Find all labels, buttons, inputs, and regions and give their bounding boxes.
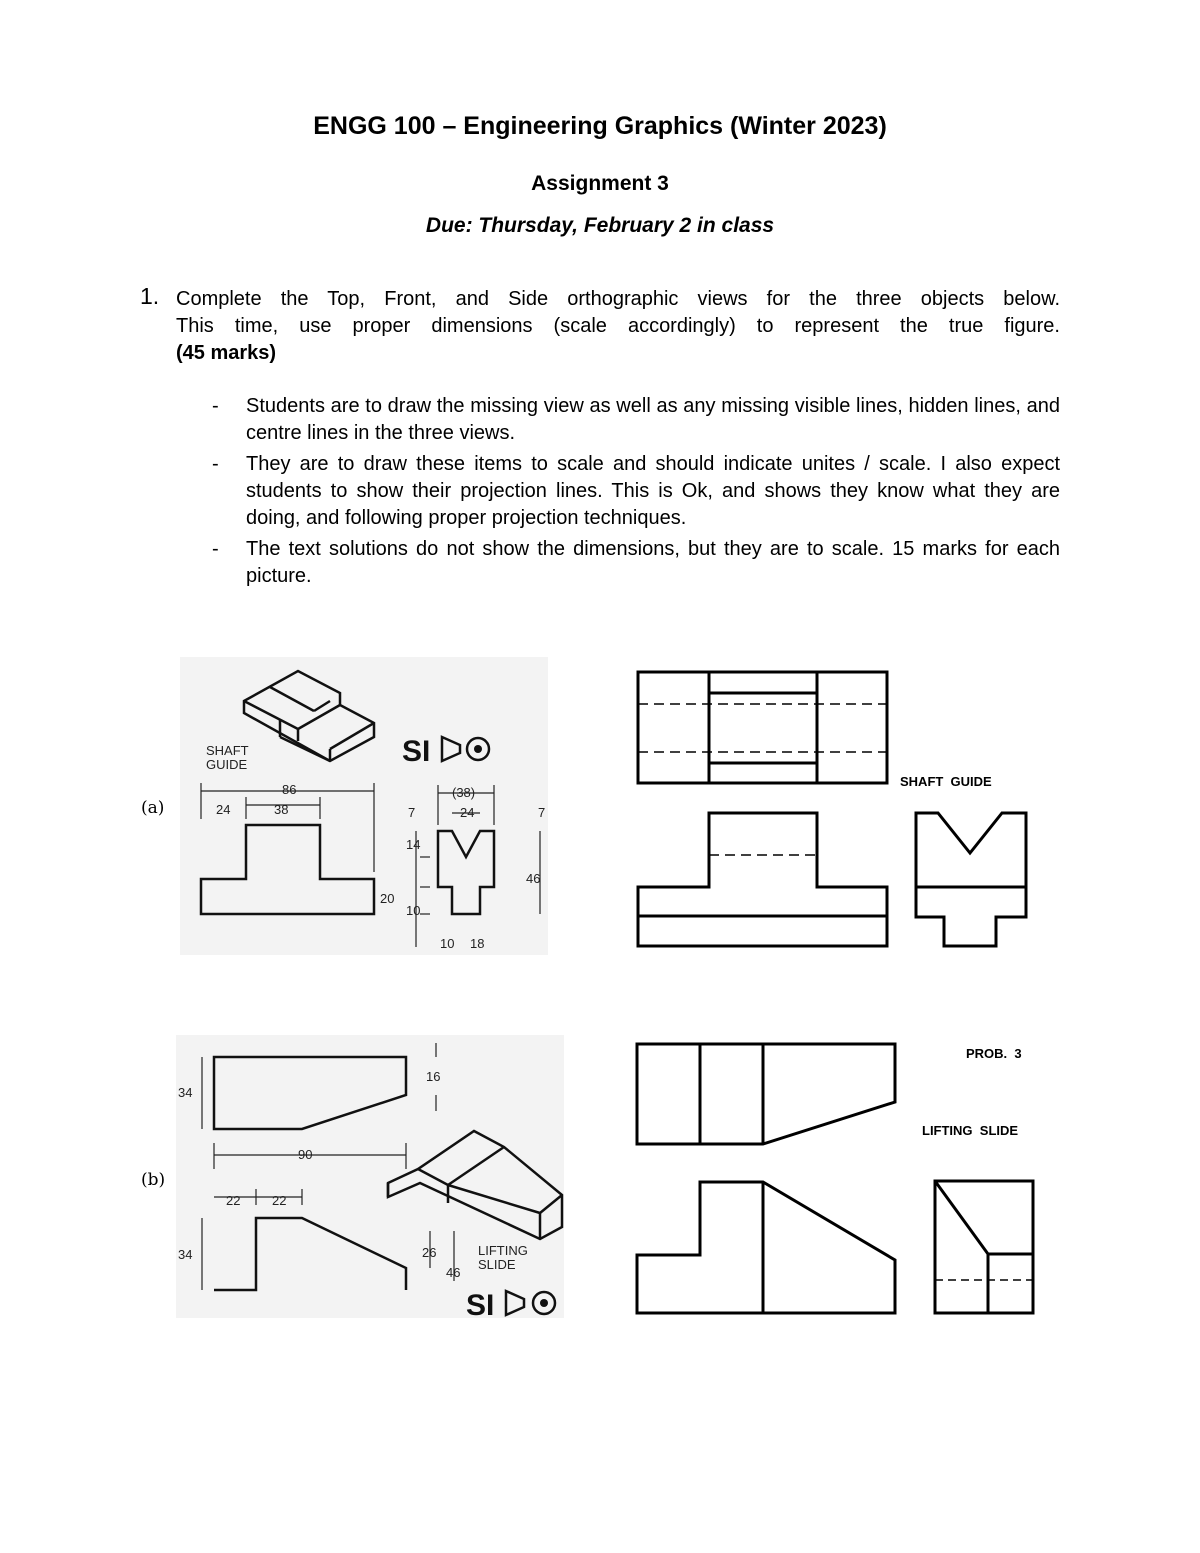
dim-20: 20 <box>380 891 395 906</box>
dim-7-right: 7 <box>538 805 546 820</box>
shaft-guide-problem-figure <box>180 657 548 955</box>
solution-top-view-b <box>637 1044 895 1144</box>
dim-34-front: 34 <box>178 1247 193 1262</box>
bullet-dash: - <box>212 395 219 417</box>
iso-caption-lifting: LIFTING <box>478 1243 528 1258</box>
projection-dot-icon <box>540 1299 548 1307</box>
question-number: 1. <box>140 283 160 309</box>
bullet-item <box>212 393 1060 447</box>
dim-24-side: 24 <box>460 805 475 820</box>
dim-10-b: 10 <box>440 936 455 951</box>
si-text-b: SI <box>466 1289 495 1318</box>
due-date: Due: Thursday, February 2 in class <box>425 214 775 237</box>
lifting-slide-problem-figure <box>176 1035 564 1318</box>
solution-front-view-b <box>637 1182 895 1313</box>
shaft-guide-solution <box>630 665 1040 955</box>
figure-b-label: (b) <box>141 1170 166 1190</box>
dim-22-b: 22 <box>272 1193 287 1208</box>
dim-10-v: 10 <box>406 903 421 918</box>
question-text <box>176 286 1060 367</box>
dim-90: 90 <box>298 1147 313 1162</box>
bullet-list <box>212 393 1060 594</box>
dim-34-top: 34 <box>178 1085 193 1100</box>
dim-16: 16 <box>426 1069 441 1084</box>
solution-top-view <box>638 672 887 783</box>
bullet-dash: - <box>212 538 219 560</box>
solution-side-view-b <box>935 1181 1033 1313</box>
dim-26: 26 <box>422 1245 437 1260</box>
shaft-guide-caption: SHAFT GUIDE <box>900 774 992 789</box>
bullet-item <box>212 536 1060 590</box>
si-text: SI <box>402 735 431 768</box>
dim-7-left: 7 <box>408 805 416 820</box>
bullet-text: They are to draw these items to scale and should indicate unites / scale. I also expect students to show their projection lines. This is Ok, and shows they know what they are doing, and following proper projection techniques. <box>246 453 1060 529</box>
question-line-2: This time, use proper dimensions (scale accordingly) to represent the true figure. <box>176 315 1060 337</box>
dim-46: 46 <box>526 871 541 886</box>
assignment-subtitle: Assignment 3 <box>531 172 669 195</box>
page-title: ENGG 100 – Engineering Graphics (Winter 2023) <box>313 112 887 140</box>
figure-a-label: (a) <box>141 798 165 818</box>
solution-side-view <box>916 813 1026 946</box>
bullet-dash: - <box>212 453 219 475</box>
solution-top-hidden-lines <box>638 704 887 752</box>
question-marks: (45 marks) <box>176 342 277 364</box>
solution-front-view <box>638 813 887 946</box>
dim-46-b: 46 <box>446 1265 461 1280</box>
iso-caption-guide: GUIDE <box>206 757 248 772</box>
dim-38: 38 <box>274 802 289 817</box>
projection-dot-icon <box>474 745 482 753</box>
dim-22-a: 22 <box>226 1193 241 1208</box>
prob-3-label: PROB. 3 <box>966 1046 1022 1061</box>
lifting-slide-solution <box>630 1040 1042 1322</box>
iso-caption-shaft: SHAFT <box>206 743 249 758</box>
dim-24: 24 <box>216 802 231 817</box>
dim-14: 14 <box>406 837 421 852</box>
bullet-text: The text solutions do not show the dimensions, but they are to scale. 15 marks for each picture. <box>246 538 1060 587</box>
bullet-item <box>212 451 1060 532</box>
scan-background <box>176 1035 564 1318</box>
dim-18-b: 18 <box>470 936 485 951</box>
bullet-text: Students are to draw the missing view as well as any missing visible lines, hidden lines, and centre lines in the three views. <box>246 395 1060 444</box>
dim-38-ref: (38) <box>452 785 476 800</box>
scan-background <box>180 657 548 955</box>
dim-86: 86 <box>282 782 297 797</box>
iso-caption-slide: SLIDE <box>478 1257 516 1272</box>
question-line-1: Complete the Top, Front, and Side orthographic views for the three objects below. <box>176 288 1060 310</box>
lifting-slide-caption: LIFTING SLIDE <box>922 1123 1019 1138</box>
